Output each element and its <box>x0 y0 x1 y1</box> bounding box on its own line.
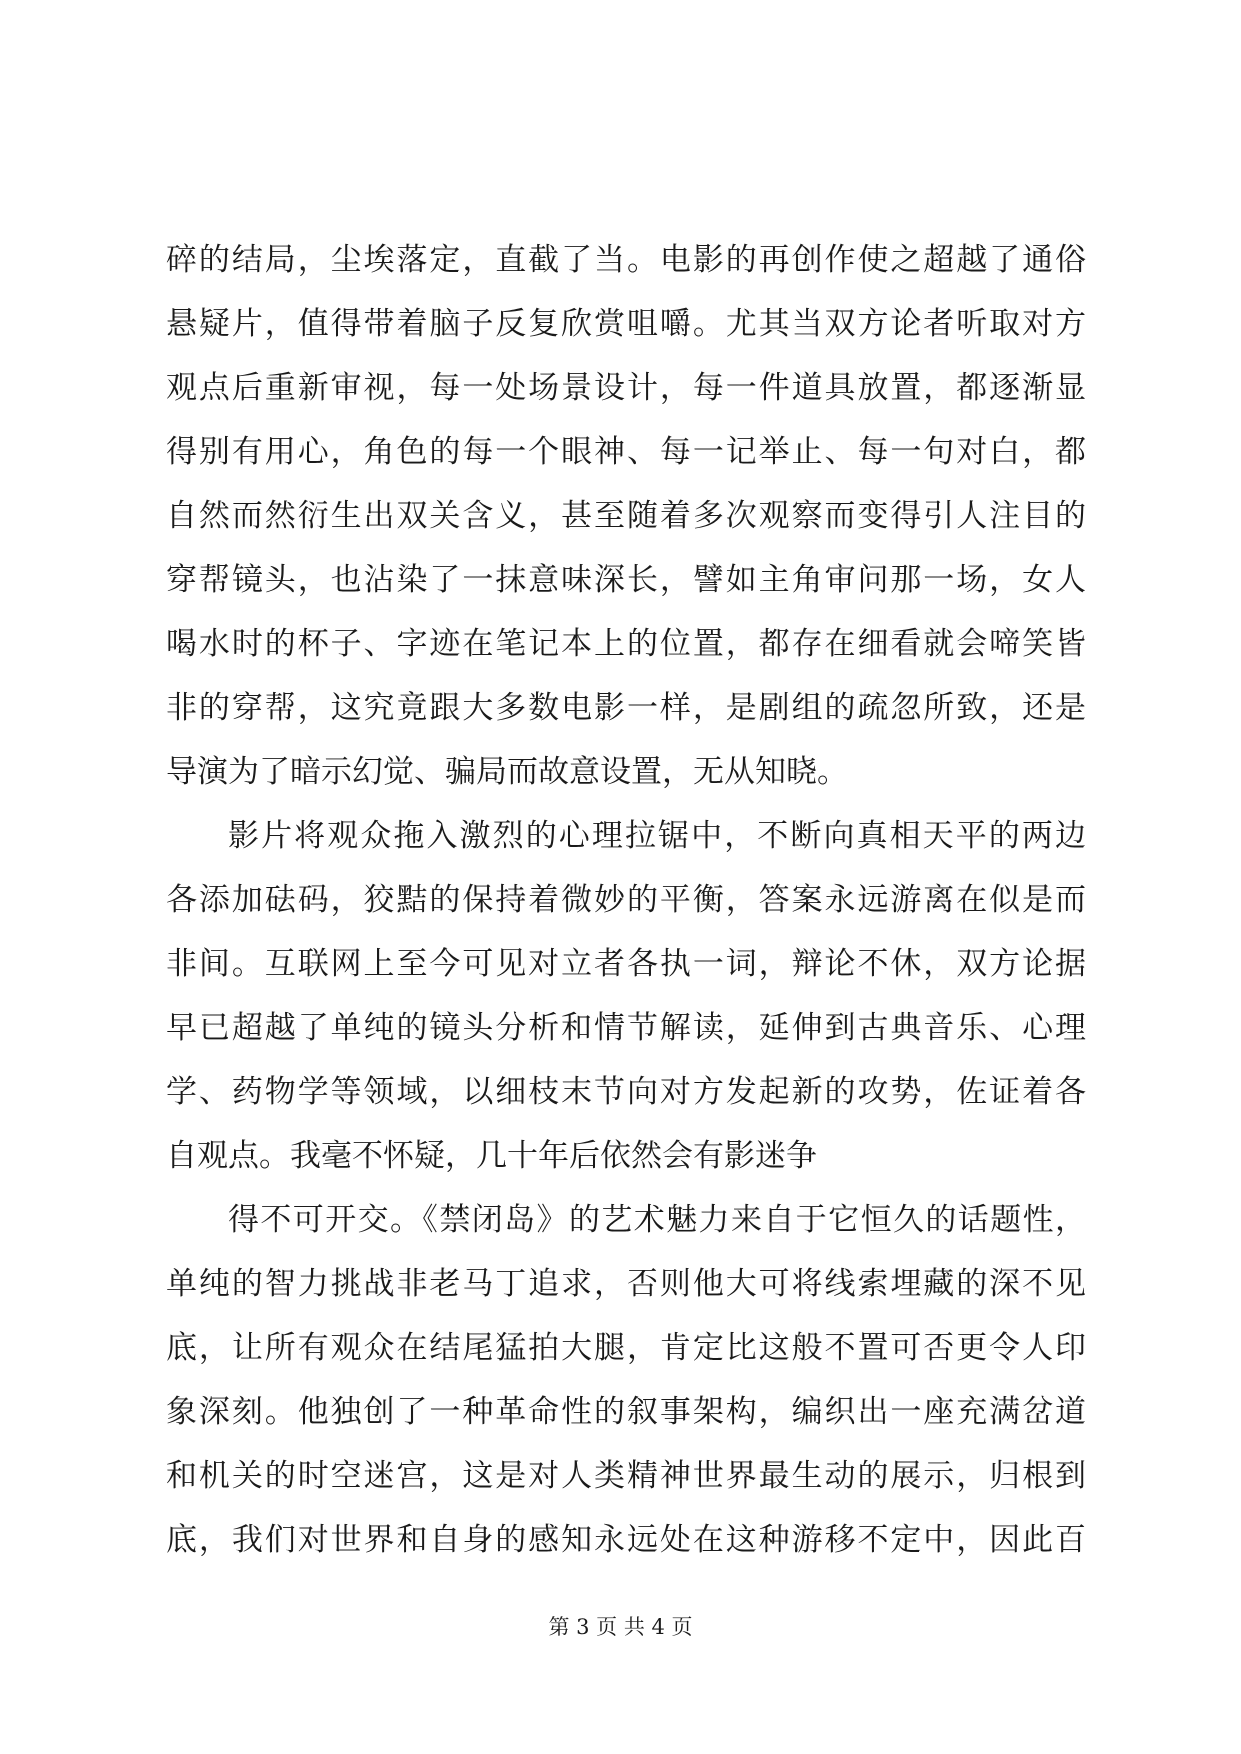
text-line: 穿帮镜头，也沾染了一抹意味深长，譬如主角审问那一场，女人 <box>166 562 1086 598</box>
page-number: 第 3 页 共 4 页 <box>548 1615 693 1639</box>
text-line: 自然而然衍生出双关含义，甚至随着多次观察而变得引人注目的 <box>166 498 1086 534</box>
text-line: 自观点。我毫不怀疑，几十年后依然会有影迷争 <box>166 1138 817 1174</box>
text-line: 悬疑片，值得带着脑子反复欣赏咀嚼。尤其当双方论者听取对方 <box>166 306 1086 342</box>
text-line: 非间。互联网上至今可见对立者各执一词，辩论不休，双方论据 <box>166 946 1086 982</box>
text-line: 各添加砝码，狡黠的保持着微妙的平衡，答案永远游离在似是而 <box>166 882 1086 918</box>
text-line: 影片将观众拖入激烈的心理拉锯中，不断向真相天平的两边 <box>228 818 1086 854</box>
text-line: 碎的结局，尘埃落定，直截了当。电影的再创作使之超越了通俗 <box>166 242 1086 278</box>
body-text <box>166 228 1086 1572</box>
text-line: 单纯的智力挑战非老马丁追求，否则他大可将线索埋藏的深不见 <box>166 1266 1086 1302</box>
text-line: 观点后重新审视，每一处场景设计，每一件道具放置，都逐渐显 <box>166 370 1086 406</box>
text-line: 和机关的时空迷宫，这是对人类精神世界最生动的展示，归根到 <box>166 1458 1086 1494</box>
text-line: 导演为了暗示幻觉、骗局而故意设置，无从知晓。 <box>166 754 848 790</box>
text-line: 喝水时的杯子、字迹在笔记本上的位置，都存在细看就会啼笑皆 <box>166 626 1086 662</box>
text-line: 学、药物学等领域，以细枝末节向对方发起新的攻势，佐证着各 <box>166 1074 1086 1110</box>
text-line: 早已超越了单纯的镜头分析和情节解读，延伸到古典音乐、心理 <box>166 1010 1086 1046</box>
text-line: 底，我们对世界和自身的感知永远处在这种游移不定中，因此百 <box>166 1522 1086 1558</box>
text-line: 象深刻。他独创了一种革命性的叙事架构，编织出一座充满岔道 <box>166 1394 1086 1430</box>
text-line: 得别有用心，角色的每一个眼神、每一记举止、每一句对白，都 <box>166 434 1086 470</box>
text-line: 底，让所有观众在结尾猛拍大腿，肯定比这般不置可否更令人印 <box>166 1330 1086 1366</box>
text-line: 得不可开交。《禁闭岛》的艺术魅力来自于它恒久的话题性， <box>228 1202 1086 1238</box>
text-line: 非的穿帮，这究竟跟大多数电影一样，是剧组的疏忽所致，还是 <box>166 690 1086 726</box>
